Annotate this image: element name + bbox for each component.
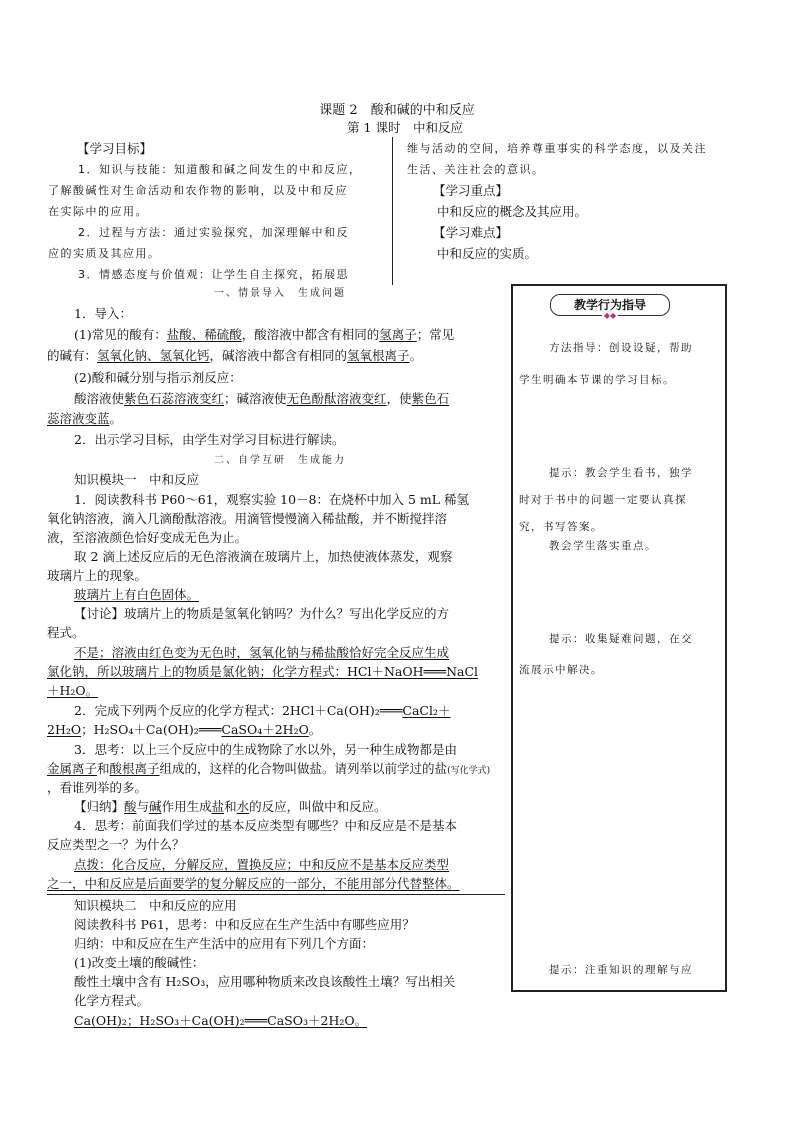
paragraph-line: 【讨论】玻璃片上的物质是氢氧化钠吗？为什么？写出化学反应的方 xyxy=(74,606,450,621)
paragraph-line: 阅读教科书 P61，思考：中和反应在生产生活中有哪些应用？ xyxy=(74,917,415,932)
answer-line: 玻璃片上有白色固体。 xyxy=(74,587,200,602)
guide-tip: 学生明确本节课的学习目标。 xyxy=(519,374,675,386)
paragraph-line: 酸溶液使紫色石蕊溶液变红；碱溶液使无色酚酞溶液变红，使紫色石 xyxy=(74,391,450,406)
section-heading: 二、自学互研 生成能力 xyxy=(214,455,346,466)
guide-tip: 提示：收集疑难问题，在交 xyxy=(549,633,693,645)
page-title: 课题 2 酸和碱的中和反应 xyxy=(319,103,475,118)
paragraph-line: 归纳：中和反应在生产生活中的应用有下列几个方面： xyxy=(74,936,375,951)
guide-tip: 究，书写答案。 xyxy=(519,521,603,533)
paragraph-line: 酸性土壤中含有 H₂SO₃，应用哪种物质来改良该酸性土壤？写出相关 xyxy=(74,974,456,989)
column-divider xyxy=(392,137,393,285)
key-points-text: 中和反应的概念及其应用。 xyxy=(437,204,588,219)
paragraph-line: 化学方程式。 xyxy=(74,993,150,1008)
section-rule xyxy=(47,894,505,895)
summary-line: 【归纳】酸与碱作用生成盐和水的反应，叫做中和反应。 xyxy=(74,799,387,814)
paragraph-line: 蕊溶液变蓝。 xyxy=(47,411,123,426)
paragraph-line: (1)常见的酸有：盐酸、稀硫酸，酸溶液中都含有相同的氢离子；常见 xyxy=(74,327,455,342)
answer-line: 不是；溶液由红色变为无色时，氢氧化钠与稀盐酸恰好完全反应生成 xyxy=(74,645,450,660)
guide-tip: 流展示中解决。 xyxy=(519,664,603,676)
paragraph-line: 玻璃片上的现象。 xyxy=(47,568,148,583)
key-points-heading: 【学习重点】 xyxy=(433,183,509,198)
page-subtitle: 第 1 课时 中和反应 xyxy=(347,120,463,135)
answer-line: ＋H₂O。 xyxy=(47,683,99,698)
objective-line: 在实际中的应用。 xyxy=(48,205,148,218)
paragraph-line: 的碱有：氢氧化钠、氢氧化钙，碱溶液中都含有相同的氢氧根离子。 xyxy=(47,348,423,363)
objective-line: 3．情感态度与价值观：让学生自主探究，拓展思 xyxy=(78,268,349,281)
paragraph-line: 取 2 滴上述反应后的无色溶液滴在玻璃片上，加热使液体蒸发，观察 xyxy=(74,549,453,564)
guide-tip: 教会学生落实重点。 xyxy=(549,540,657,552)
objectives-heading: 【学习目标】 xyxy=(77,141,153,156)
paragraph-line: 程式。 xyxy=(47,625,85,640)
guide-tip: 提示：注重知识的理解与应 xyxy=(549,964,693,976)
objective-line: 1．知识与技能：知道酸和碱之间发生的中和反应， xyxy=(78,163,362,176)
paragraph-line: ，看谁列举的多。 xyxy=(47,780,148,795)
guide-tip: 时对于书中的问题一定要认真探 xyxy=(519,494,687,506)
paragraph-line: (2)酸和碱分别与指示剂反应： xyxy=(74,370,242,385)
answer-line: 氯化钠，所以玻璃片上的物质是氯化钠；化学方程式：HCl＋NaOH═══NaCl xyxy=(47,664,479,679)
answer-line: 之一，中和反应是后面要学的复分解反应的一部分，不能用部分代替整体。 xyxy=(47,876,460,891)
answer-line: Ca(OH)₂；H₂SO₃＋Ca(OH)₂═══CaSO₃＋2H₂O。 xyxy=(74,1013,368,1028)
objective-line: 应的实质及其应用。 xyxy=(48,247,161,260)
paragraph-line: 液，至溶液颜色恰好变成无色为止。 xyxy=(47,530,248,545)
module-heading: 知识模块一 中和反应 xyxy=(74,472,200,487)
paragraph-line: 反应类型之一？为什么？ xyxy=(47,837,185,852)
guide-tip: 提示：教会学生看书，独学 xyxy=(549,467,693,479)
difficulty-text: 中和反应的实质。 xyxy=(437,246,538,261)
difficulty-heading: 【学习难点】 xyxy=(433,225,509,240)
objective-line: 维与活动的空间，培养尊重事实的科学态度，以及关注 xyxy=(407,142,707,155)
teaching-guide-title: 教学行为指导 ◆◆ xyxy=(550,294,670,316)
paragraph-line: 3．思考：以上三个反应中的生成物除了水以外，另一种生成物都是由 xyxy=(74,742,457,757)
paragraph-line: 2H₂O；H₂SO₄＋Ca(OH)₂═══CaSO₄＋2H₂O。 xyxy=(47,722,322,737)
section-heading: 一、情景导入 生成问题 xyxy=(214,288,346,299)
objective-line: 生活、关注社会的意识。 xyxy=(407,163,545,176)
objective-line: 2．过程与方法：通过实验探究，加深理解中和反 xyxy=(78,226,349,239)
arrow-decoration-icon: ◆◆ xyxy=(603,311,617,320)
paragraph-line: 金属离子和酸根离子组成的，这样的化合物叫做盐。请列举以前学过的盐(写化学式) xyxy=(47,761,491,776)
paragraph-line: 2．完成下列两个反应的化学方程式：2HCl＋Ca(OH)₂═══CaCl₂＋ xyxy=(74,703,451,718)
paragraph-line: 2．出示学习目标，由学生对学习目标进行解读。 xyxy=(74,432,345,447)
paragraph-line: 氧化钠溶液，滴入几滴酚酞溶液。用滴管慢慢滴入稀盐酸，并不断搅拌溶 xyxy=(47,511,448,526)
guide-tip: 方法指导：创设设疑，帮助 xyxy=(549,342,693,354)
objective-line: 了解酸碱性对生命活动和农作物的影响，以及中和反应 xyxy=(48,184,348,197)
paragraph-line: 1．阅读教科书 P60～61，观察实验 10－8：在烧杯中加入 5 mL 稀氢 xyxy=(74,492,470,507)
answer-line: 点拨：化合反应，分解反应，置换反应；中和反应不是基本反应类型 xyxy=(74,857,450,872)
module-heading: 知识模块二 中和反应的应用 xyxy=(74,898,237,913)
intro-label: 1．导入： xyxy=(74,306,132,321)
paragraph-line: (1)改变土壤的酸碱性： xyxy=(74,955,205,970)
paragraph-line: 4．思考：前面我们学过的基本反应类型有哪些？中和反应是不是基本 xyxy=(74,818,457,833)
